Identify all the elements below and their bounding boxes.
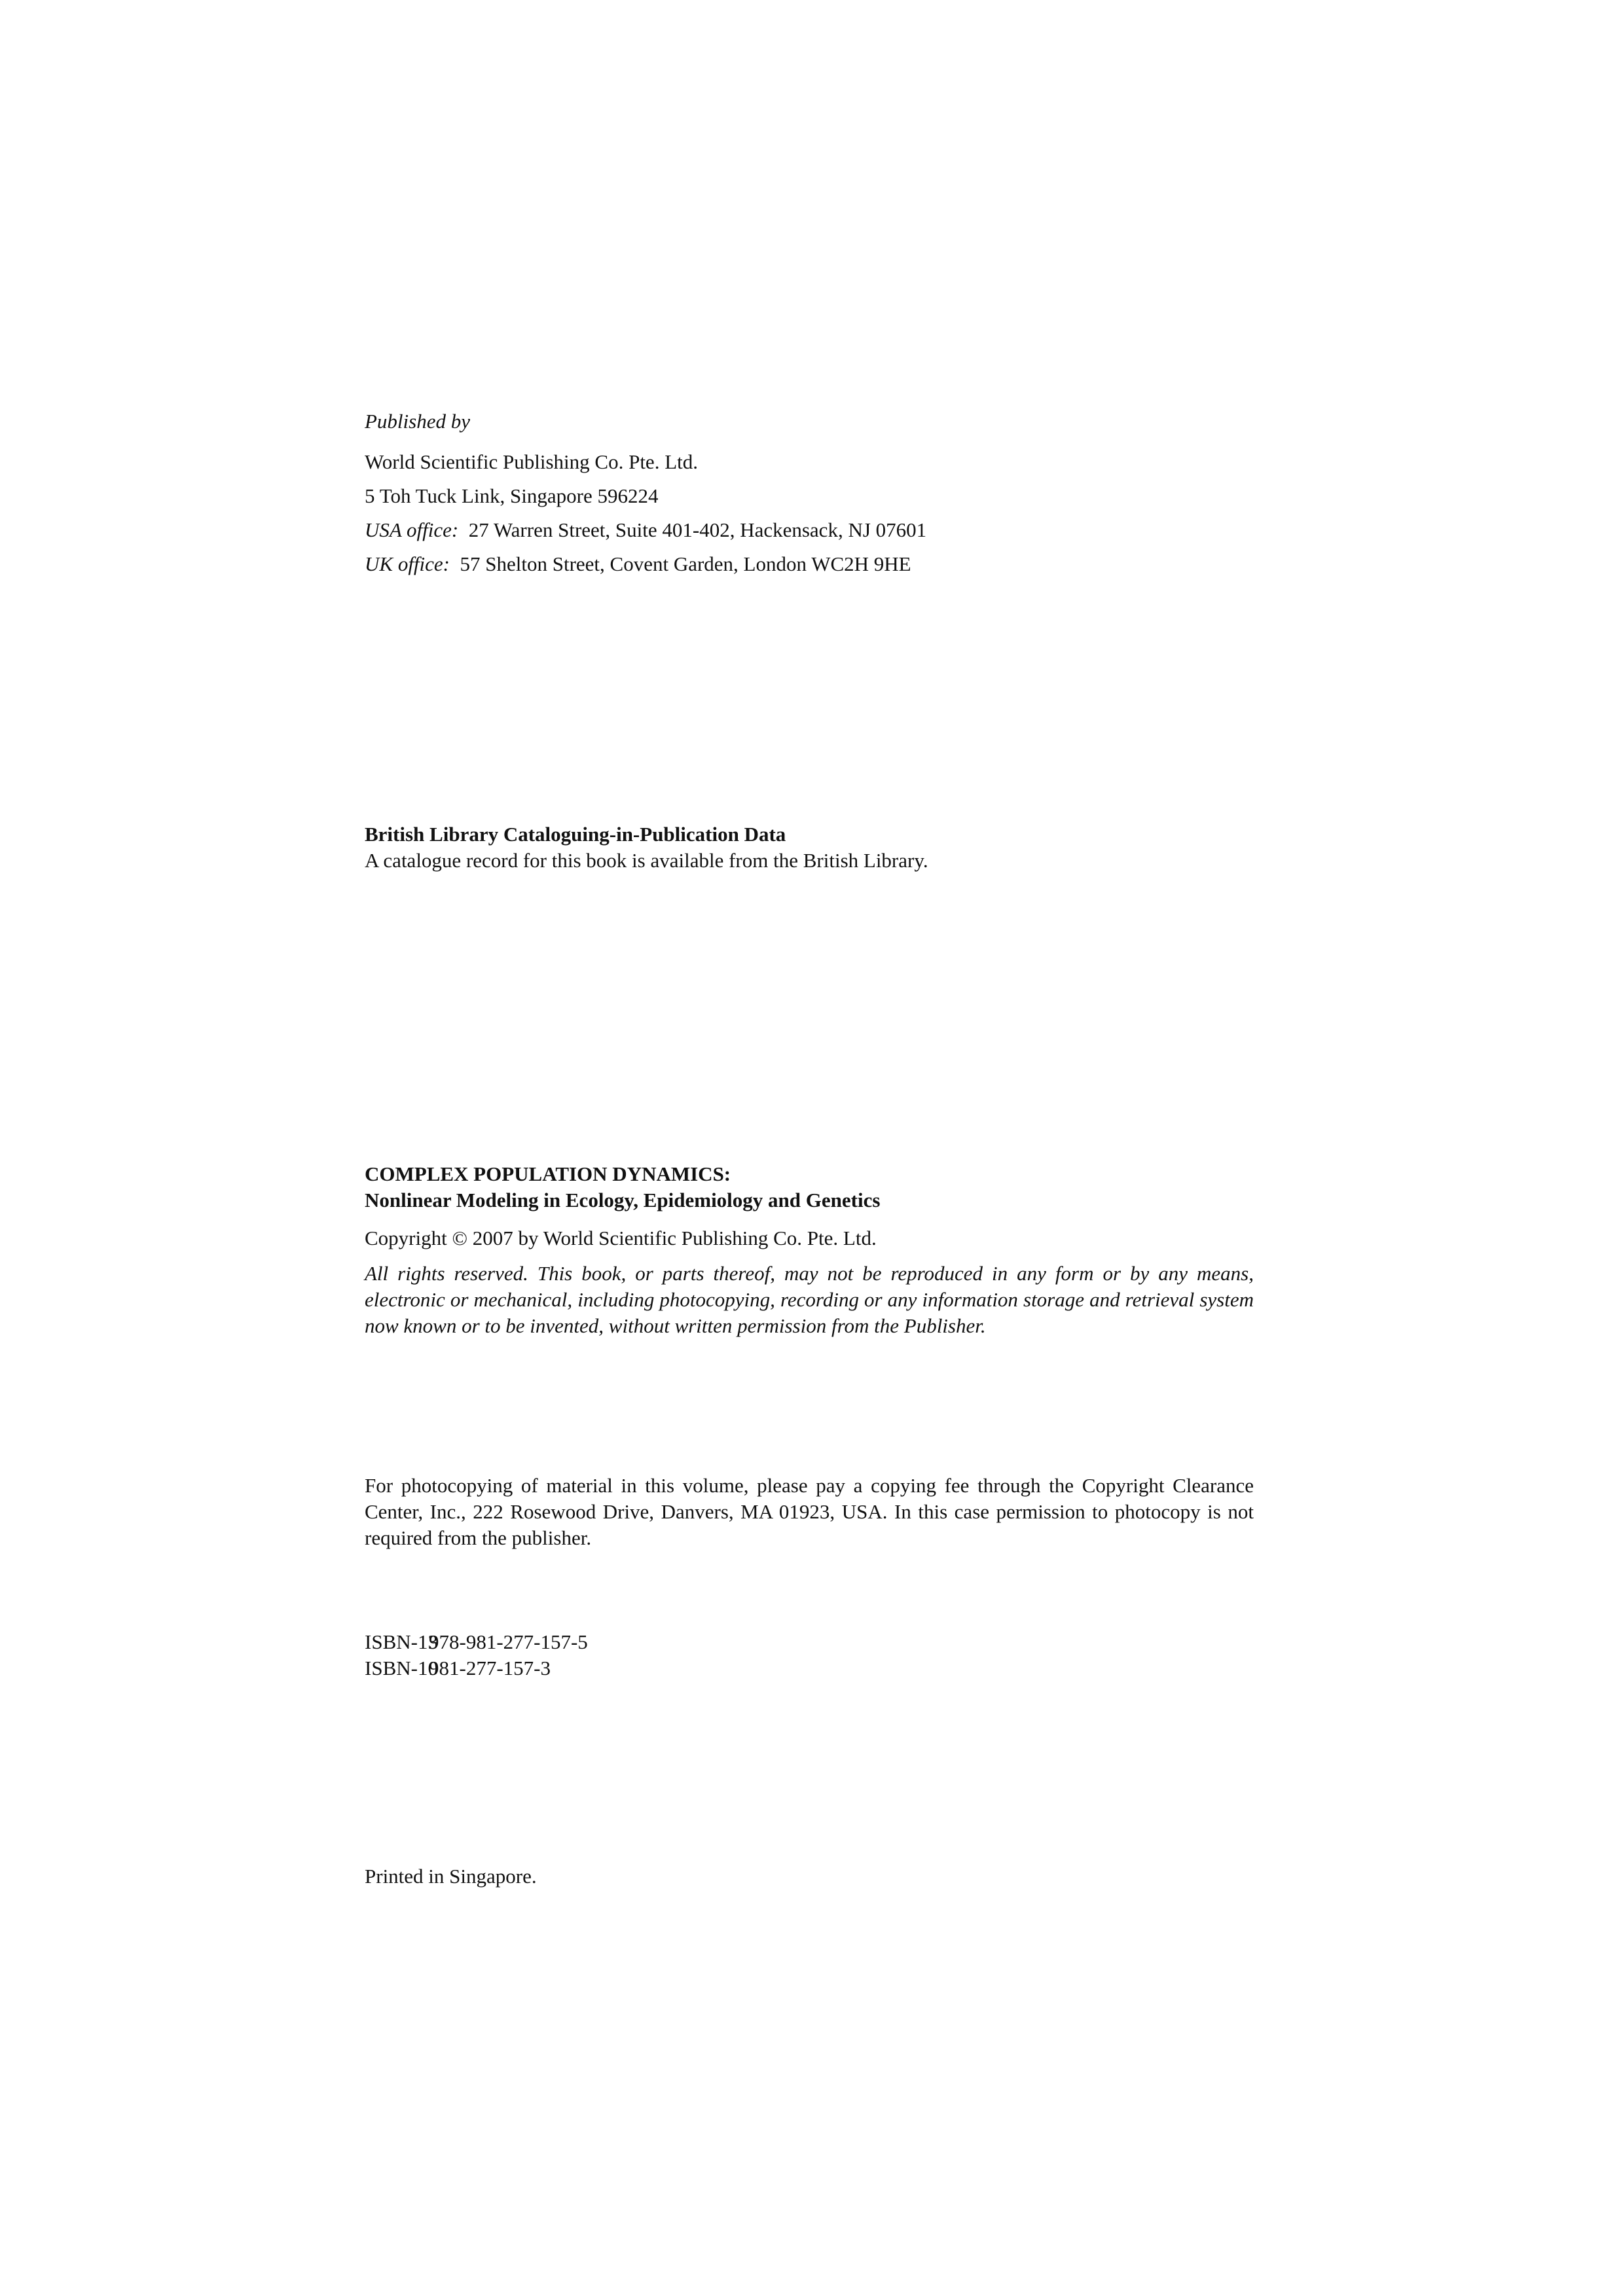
catalogue-text: A catalogue record for this book is available from the British Library.	[365, 849, 928, 872]
rights-statement: All rights reserved. This book, or parts thereof, may not be reproduced in any form or by any means, electronic or mechanical, including photocopying, recording or any information storage and retrieval system now known or to be invented, without written permission from the Publisher.	[365, 1262, 1254, 1337]
isbn13-label: ISBN-13	[365, 1630, 438, 1653]
isbn-section	[365, 1629, 1254, 1681]
printed-section	[365, 1863, 1254, 1890]
publisher-name: World Scientific Publishing Co. Pte. Ltd.	[365, 450, 698, 473]
book-title: COMPLEX POPULATION DYNAMICS:	[365, 1162, 731, 1185]
publisher-lines	[365, 449, 1254, 577]
usa-office-line	[365, 517, 1254, 543]
published-by-heading: Published by	[365, 410, 470, 433]
photocopy-notice-section	[365, 1473, 1254, 1551]
isbn10-line	[365, 1655, 1254, 1681]
usa-office-address: 27 Warren Street, Suite 401-402, Hackensack, NJ 07601	[468, 518, 927, 541]
book-subtitle: Nonlinear Modeling in Ecology, Epidemiology and Genetics	[365, 1189, 881, 1211]
isbn13-value: 978-981-277-157-5	[429, 1630, 588, 1653]
copyright-notice: Copyright © 2007 by World Scientific Publishing Co. Pte. Ltd.	[365, 1227, 877, 1249]
isbn10-label: ISBN-10	[365, 1657, 438, 1679]
uk-office-label: UK office:	[365, 552, 450, 575]
catalogue-data	[365, 821, 1254, 874]
uk-office-address: 57 Shelton Street, Covent Garden, London WC2H 9HE	[460, 552, 911, 575]
catalogue-heading: British Library Cataloguing-in-Publication Data	[365, 823, 786, 846]
usa-office-label: USA office:	[365, 518, 459, 541]
publisher-address: 5 Toh Tuck Link, Singapore 596224	[365, 484, 659, 507]
photocopy-notice: For photocopying of material in this volume, please pay a copying fee through the Copyright Clearance Center, Inc., 222 Rosewood Drive, Danvers, MA 01923, USA. In this case permission to photocopy is not required from the publisher.	[365, 1474, 1254, 1549]
uk-office-line	[365, 551, 1254, 577]
book-info	[365, 1161, 1254, 1339]
isbn13-line	[365, 1629, 1254, 1655]
isbn10-value: 981-277-157-3	[429, 1657, 551, 1679]
publisher-info	[365, 408, 1254, 585]
printed-in: Printed in Singapore.	[365, 1865, 537, 1888]
